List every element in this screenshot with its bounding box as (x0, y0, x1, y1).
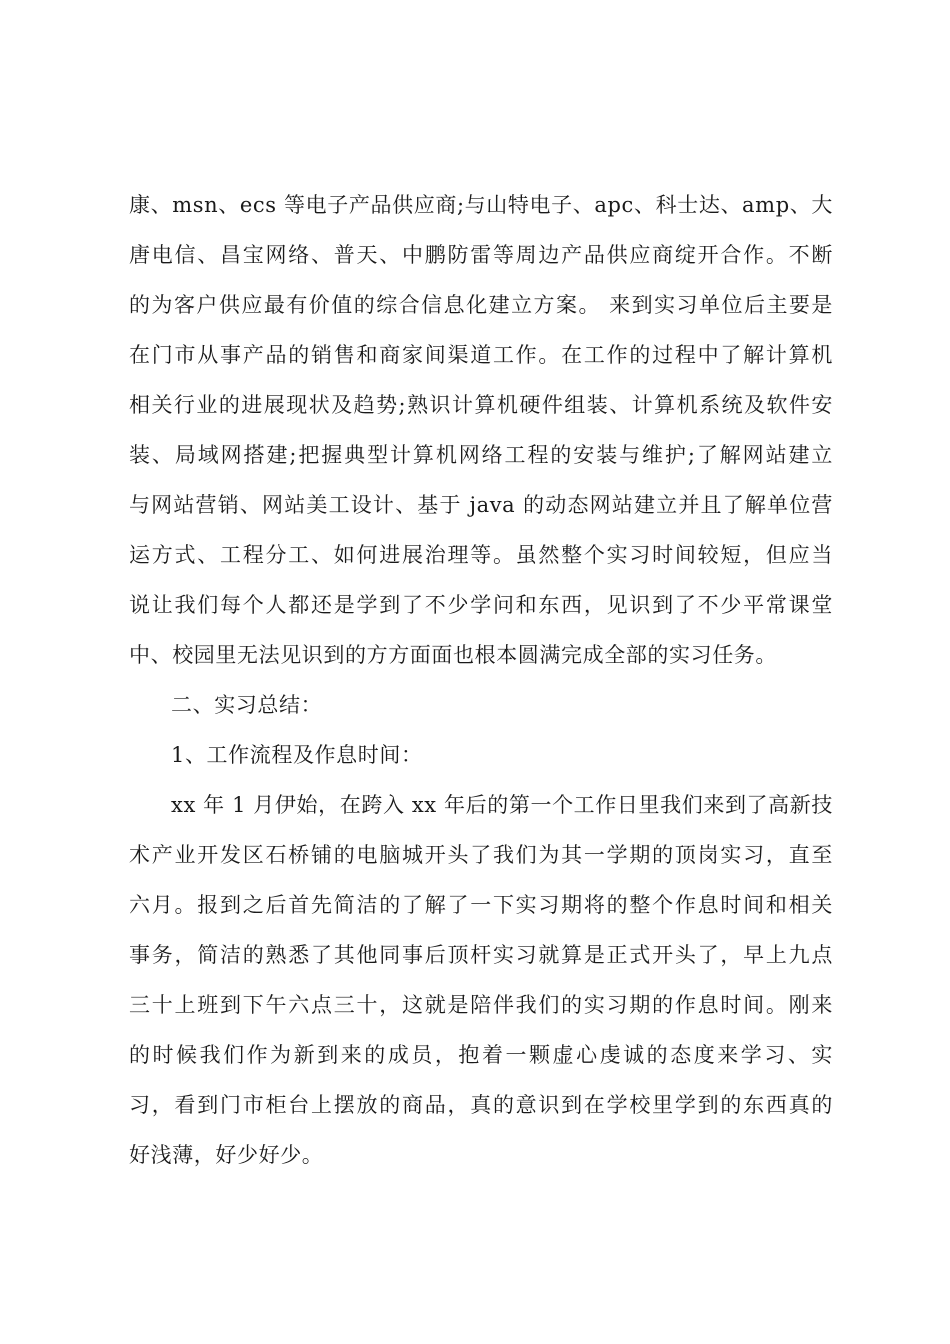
paragraph-2-line-1: xx 年 1 月伊始，在跨入 xx 年后的第一个工作日里我们来到了高新技 (171, 793, 833, 817)
paragraph-2-line-4: 事务，简洁的熟悉了其他同事后顶杆实习就算是正式开头了，早上九点 (129, 943, 833, 967)
paragraph-1-line-2: 唐电信、昌宝网络、普天、中鹏防雷等周边产品供应商绽开合作。不断 (129, 243, 833, 267)
paragraph-1-line-10: 中、校园里无法见识到的方方面面也根本圆满完成全部的实习任务。 (129, 643, 777, 667)
paragraph-1-line-5: 相关行业的进展现状及趋势;熟识计算机硬件组装、计算机系统及软件安 (129, 393, 833, 417)
paragraph-1-line-1: 康、msn、ecs 等电子产品供应商;与山特电子、apc、科士达、amp、大 (129, 193, 833, 217)
paragraph-1-line-3: 的为客户供应最有价值的综合信息化建立方案。 来到实习单位后主要是 (129, 293, 833, 317)
paragraph-2-line-3: 六月。报到之后首先简洁的了解了一下实习期将的整个作息时间和相关 (129, 893, 833, 917)
section-heading-workflow: 1、工作流程及作息时间： (171, 743, 423, 767)
paragraph-1-line-4: 在门市从事产品的销售和商家间渠道工作。在工作的过程中了解计算机 (129, 343, 833, 367)
paragraph-1-line-8: 运方式、工程分工、如何进展治理等。虽然整个实习时间较短，但应当 (129, 543, 833, 567)
paragraph-2-line-6: 的时候我们作为新到来的成员，抱着一颗虚心虔诚的态度来学习、实 (129, 1043, 833, 1067)
paragraph-2-line-5: 三十上班到下午六点三十，这就是陪伴我们的实习期的作息时间。刚来 (129, 993, 833, 1017)
paragraph-1-line-9: 说让我们每个人都还是学到了不少学问和东西，见识到了不少平常课堂 (129, 593, 833, 617)
paragraph-2-line-2: 术产业开发区石桥铺的电脑城开头了我们为其一学期的顶岗实习，直至 (129, 843, 833, 867)
paragraph-1-line-6: 装、局域网搭建;把握典型计算机网络工程的安装与维护;了解网站建立 (129, 443, 833, 467)
paragraph-1-line-7: 与网站营销、网站美工设计、基于 java 的动态网站建立并且了解单位营 (129, 493, 833, 517)
paragraph-2-line-7: 习，看到门市柜台上摆放的商品，真的意识到在学校里学到的东西真的 (129, 1093, 833, 1117)
paragraph-2-line-8: 好浅薄，好少好少。 (129, 1143, 324, 1167)
section-heading-summary: 二、实习总结： (171, 693, 323, 717)
